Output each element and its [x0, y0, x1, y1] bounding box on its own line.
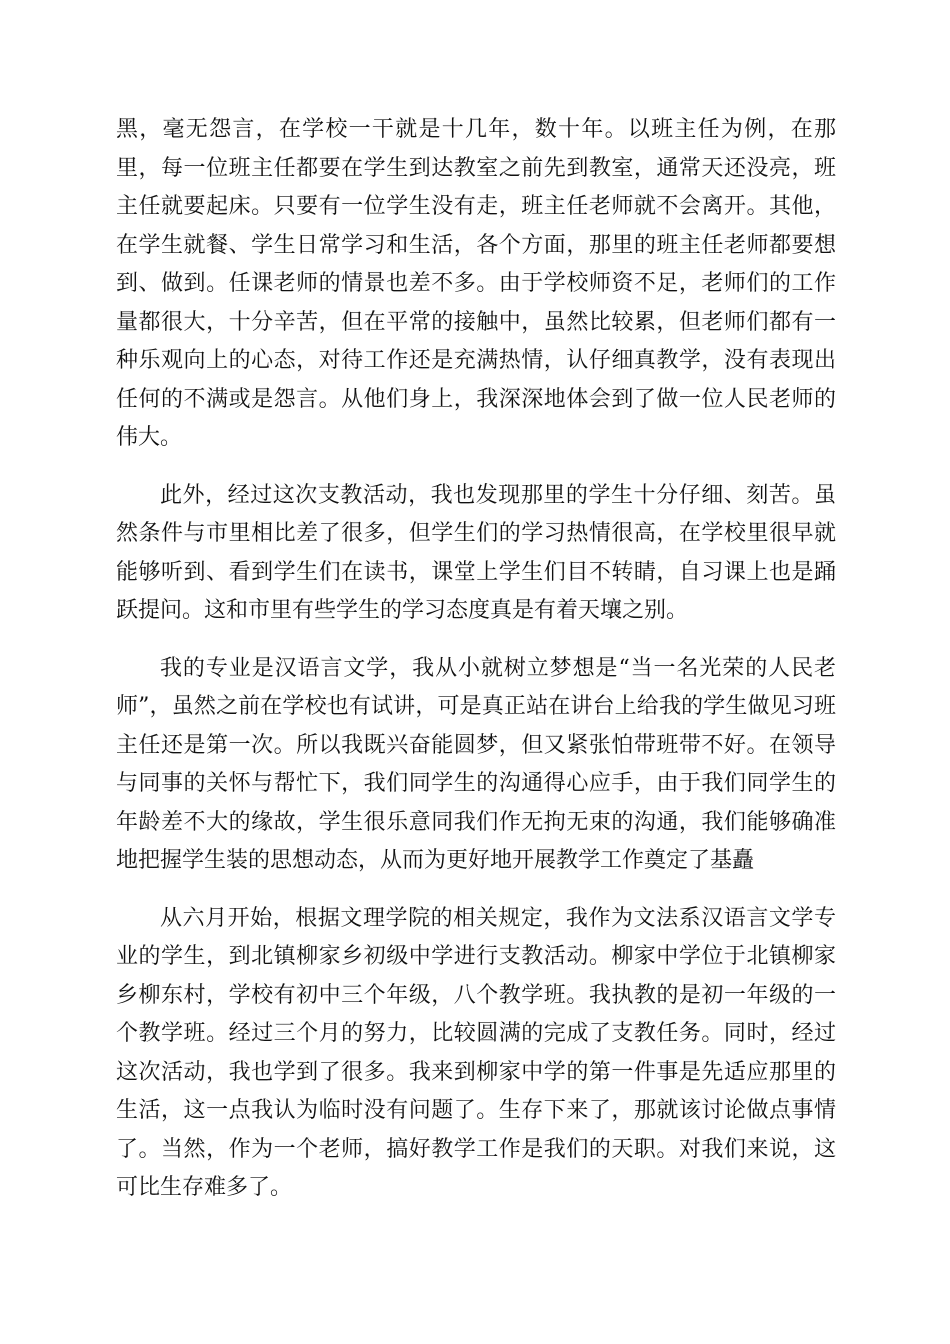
paragraph-1: 黑，毫无怨言，在学校一干就是十几年，数十年。以班主任为例，在那里，每一位班主任都要在学生到达教室之前先到教室，通常天还没亮，班主任就要起床。只要有一位学生没有走，班主任老师就不会离开。其他，在学生就餐、学生日常学习和生活，各个方面，那里的班主任老师都要想到、做到。任课老师的情景也差不多。由于学校师资不足，老师们的工作量都很大，十分辛苦，但在平常的接触中，虽然比较累，但老师们都有一种乐观向上的心态，对待工作还是充满热情，认仔细真教学，没有表现出任何的不满或是怨言。从他们身上，我深深地体会到了做一位人民老师的伟大。	[116, 117, 836, 450]
paragraph-2: 此外，经过这次支教活动，我也发现那里的学生十分仔细、刻苦。虽然条件与市里相比差了很多，但学生们的学习热情很高，在学校里很早就能够听到、看到学生们在读书，课堂上学生们目不转睛，自习课上也是踊跃提问。这和市里有些学生的学习态度真是有着天壤之别。	[116, 482, 836, 623]
paragraph-3: 我的专业是汉语言文学，我从小就树立梦想是“当一名光荣的人民老师”，虽然之前在学校也有试讲，可是真正站在讲台上给我的学生做见习班主任还是第一次。所以我既兴奋能圆梦，但又紧张怕带班带不好。在领导与同事的关怀与帮忙下，我们同学生的沟通得心应手，由于我们同学生的年龄差不大的缘故，学生很乐意同我们作无拘无束的沟通，我们能够确准地把握学生装的思想动态，从而为更好地开展教学工作奠定了基矗	[116, 655, 836, 873]
paragraph-4: 从六月开始，根据文理学院的相关规定，我作为文法系汉语言文学专业的学生，到北镇柳家乡初级中学进行支教活动。柳家中学位于北镇柳家乡柳东村，学校有初中三个年级，八个教学班。我执教的是初一年级的一个教学班。经过三个月的努力，比较圆满的完成了支教任务。同时，经过这次活动，我也学到了很多。我来到柳家中学的第一件事是先适应那里的生活，这一点我认为临时没有问题了。生存下来了，那就该讨论做点事情了。当然，作为一个老师，搞好教学工作是我们的天职。对我们来说，这可比生存难多了。	[116, 905, 836, 1200]
document-page	[116, 111, 836, 1227]
